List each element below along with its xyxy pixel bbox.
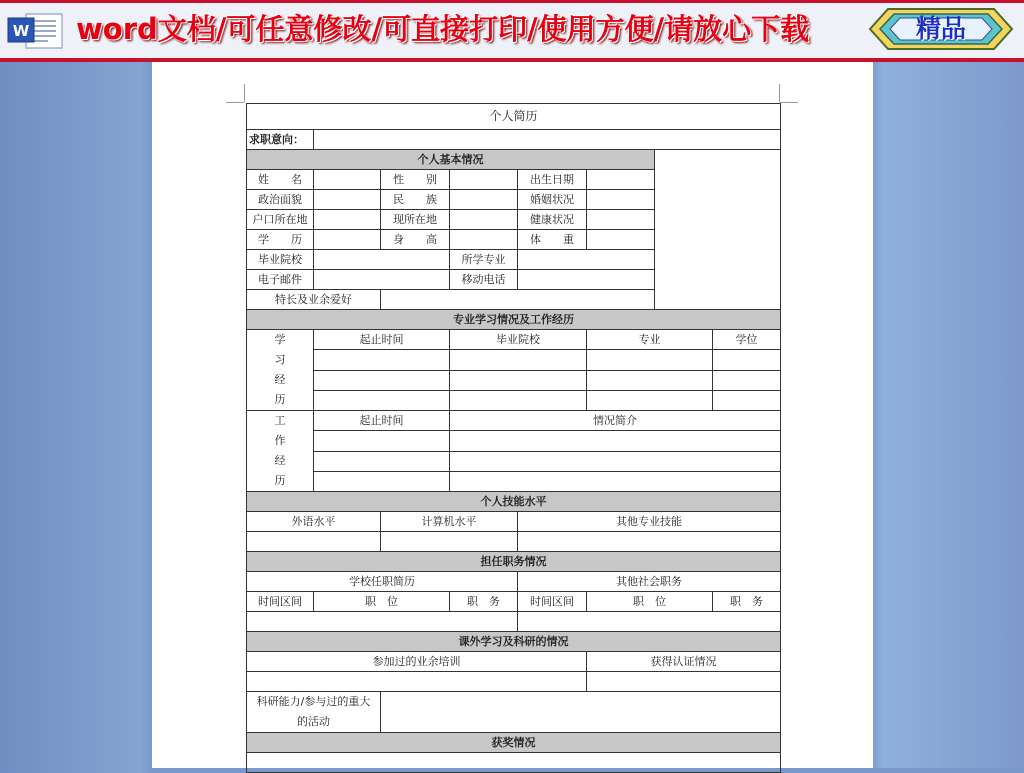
word-document-icon <box>6 8 70 52</box>
col-work-summary: 情况简介 <box>450 411 781 431</box>
label-weight: 体 重 <box>518 230 587 250</box>
label-ethnicity: 民 族 <box>381 190 450 210</box>
work-char: 工 <box>274 414 286 427</box>
field-political-status[interactable] <box>314 190 381 210</box>
col-work-period: 起止时间 <box>314 411 450 431</box>
field-current-residence[interactable] <box>450 210 518 230</box>
work-cell[interactable] <box>450 451 781 471</box>
backdrop-right <box>873 62 1024 768</box>
crop-mark <box>779 84 780 102</box>
col-computer-level: 计算机水平 <box>381 512 518 532</box>
field-health[interactable] <box>587 210 655 230</box>
study-cell[interactable] <box>587 370 713 390</box>
col-language-level: 外语水平 <box>247 512 381 532</box>
svg-text:W: W <box>12 22 30 40</box>
col-post: 职 位 <box>587 592 713 612</box>
label-school: 毕业院校 <box>247 250 314 270</box>
label-email: 电子邮件 <box>247 270 314 290</box>
skill-cell[interactable] <box>518 532 781 552</box>
label-research <box>247 692 381 733</box>
study-cell[interactable] <box>587 390 713 410</box>
work-cell[interactable] <box>314 471 450 491</box>
work-char: 经 <box>274 454 286 467</box>
col-social-positions: 其他社会职务 <box>518 572 781 592</box>
certificates-field[interactable] <box>587 672 781 692</box>
field-name[interactable] <box>314 170 381 190</box>
field-education[interactable] <box>314 230 381 250</box>
study-cell[interactable] <box>314 370 450 390</box>
section-header-skills: 个人技能水平 <box>247 492 781 512</box>
badge-label: 精品 <box>915 14 966 43</box>
label-hukou: 户口所在地 <box>247 210 314 230</box>
study-char: 习 <box>274 353 286 366</box>
field-hukou[interactable] <box>314 210 381 230</box>
col-duty: 职 务 <box>450 592 518 612</box>
crop-mark <box>226 102 244 103</box>
study-cell[interactable] <box>450 350 587 370</box>
label-political-status: 政治面貌 <box>247 190 314 210</box>
section-header-basic: 个人基本情况 <box>247 150 655 170</box>
section-header-positions: 担任职务情况 <box>247 552 781 572</box>
label-name: 姓 名 <box>247 170 314 190</box>
col-other-skills: 其他专业技能 <box>518 512 781 532</box>
work-char: 作 <box>274 434 286 447</box>
work-char: 历 <box>274 474 286 487</box>
field-mobile[interactable] <box>518 270 655 290</box>
label-education: 学 历 <box>247 230 314 250</box>
col-study-period: 起止时间 <box>314 330 450 350</box>
study-cell[interactable] <box>450 390 587 410</box>
crop-mark <box>780 102 798 103</box>
label-current-residence: 现所在地 <box>381 210 450 230</box>
field-gender[interactable] <box>450 170 518 190</box>
photo-area[interactable] <box>655 150 781 310</box>
field-email[interactable] <box>314 270 450 290</box>
work-cell[interactable] <box>314 431 450 451</box>
field-height[interactable] <box>450 230 518 250</box>
label-gender: 性 别 <box>381 170 450 190</box>
field-hobbies[interactable] <box>381 290 655 310</box>
label-birth-date: 出生日期 <box>518 170 587 190</box>
section-header-extracurricular: 课外学习及科研的情况 <box>247 632 781 652</box>
field-weight[interactable] <box>587 230 655 250</box>
study-side-label <box>247 330 314 411</box>
study-cell[interactable] <box>713 350 781 370</box>
study-char: 经 <box>274 373 286 386</box>
field-birth-date[interactable] <box>587 170 655 190</box>
awards-field[interactable] <box>247 753 781 773</box>
field-major[interactable] <box>518 250 655 270</box>
col-duty: 职 务 <box>713 592 781 612</box>
col-training: 参加过的业余培训 <box>247 652 587 672</box>
study-cell[interactable] <box>587 350 713 370</box>
research-line: 科研能力/参与过的重大 <box>256 695 371 708</box>
study-cell[interactable] <box>713 390 781 410</box>
work-cell[interactable] <box>314 451 450 471</box>
social-positions-field[interactable] <box>518 612 781 632</box>
study-char: 历 <box>274 393 286 406</box>
study-cell[interactable] <box>314 350 450 370</box>
school-positions-field[interactable] <box>247 612 518 632</box>
label-marital-status: 婚姻状况 <box>518 190 587 210</box>
training-field[interactable] <box>247 672 587 692</box>
label-mobile: 移动电话 <box>450 270 518 290</box>
field-ethnicity[interactable] <box>450 190 518 210</box>
job-intent-field[interactable] <box>314 130 781 150</box>
banner-slogan: word文档/可任意修改/可直接打印/使用方便/请放心下载 <box>76 12 810 46</box>
col-time-range: 时间区间 <box>518 592 587 612</box>
research-field[interactable] <box>381 692 781 733</box>
col-study-degree: 学位 <box>713 330 781 350</box>
work-cell[interactable] <box>450 471 781 491</box>
col-post: 职 位 <box>314 592 450 612</box>
label-height: 身 高 <box>381 230 450 250</box>
promo-banner <box>0 0 1024 62</box>
field-marital-status[interactable] <box>587 190 655 210</box>
skill-cell[interactable] <box>247 532 381 552</box>
col-school-positions: 学校任职简历 <box>247 572 518 592</box>
resume-title: 个人简历 <box>247 104 781 130</box>
study-cell[interactable] <box>314 390 450 410</box>
crop-mark <box>244 84 245 102</box>
label-health: 健康状况 <box>518 210 587 230</box>
study-char: 学 <box>274 333 286 346</box>
col-study-major: 专业 <box>587 330 713 350</box>
section-header-study-work: 专业学习情况及工作经历 <box>247 310 781 330</box>
col-study-school: 毕业院校 <box>450 330 587 350</box>
label-hobbies: 特长及业余爱好 <box>247 290 381 310</box>
study-cell[interactable] <box>450 370 587 390</box>
section-header-awards: 获奖情况 <box>247 733 781 753</box>
work-cell[interactable] <box>450 431 781 451</box>
job-intent-label: 求职意向： <box>247 130 314 150</box>
banner-top-line <box>0 0 1024 3</box>
work-side-label <box>247 411 314 492</box>
col-time-range: 时间区间 <box>247 592 314 612</box>
quality-badge <box>866 5 1016 53</box>
col-certificates: 获得认证情况 <box>587 652 781 672</box>
field-school[interactable] <box>314 250 450 270</box>
study-cell[interactable] <box>713 370 781 390</box>
research-line: 的活动 <box>297 715 330 728</box>
label-major: 所学专业 <box>450 250 518 270</box>
skill-cell[interactable] <box>381 532 518 552</box>
resume-table <box>246 103 781 773</box>
